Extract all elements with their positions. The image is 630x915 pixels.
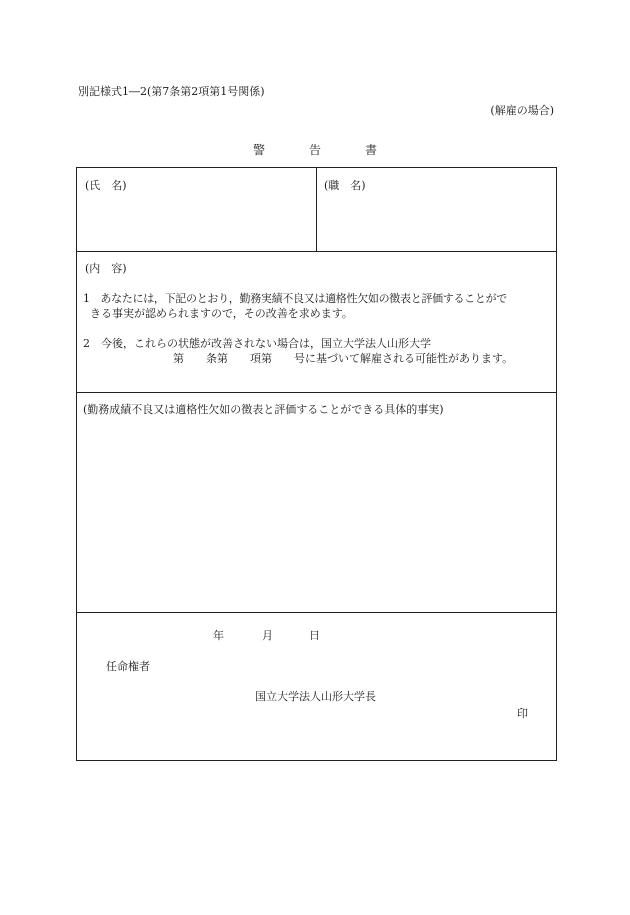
date-year: 年: [213, 629, 224, 642]
issuer-name: 国立大学法人山形大学長: [255, 690, 376, 703]
signature-row: [77, 613, 556, 760]
date-month: 月: [262, 629, 273, 642]
content-item1-line1: 1 あなたには，下記のとおり，勤務実績不良又は適格性欠如の徴表と評価することがで: [83, 292, 507, 305]
content-row: [77, 252, 556, 393]
facts-label: (勤務成績不良又は適格性欠如の徴表と評価することができる具体的事実): [83, 403, 444, 416]
form-frame: [76, 167, 557, 761]
position-field-label: (職 名): [324, 179, 366, 192]
document-title: 警告書: [252, 143, 421, 157]
form-reference: 別記様式1―2(第7条第2項第1号関係): [78, 85, 265, 98]
content-item2-line2: 第 条第 項第 号に基づいて解雇される可能性があります。: [173, 352, 514, 365]
date-day: 日: [309, 629, 320, 642]
content-item2-line1: 2 今後，これらの状態が改善されない場合は，国立大学法人山形大学: [83, 337, 431, 350]
facts-row: [77, 393, 556, 613]
identity-divider: [316, 168, 317, 252]
seal-mark: 印: [517, 707, 528, 720]
authority-label: 任命権者: [106, 660, 150, 673]
name-field-label: (氏 名): [85, 179, 127, 192]
content-label: (内 容): [85, 262, 127, 275]
content-item1-line2: きる事実が認められますので，その改善を求めます。: [90, 307, 353, 320]
identity-row: [77, 168, 556, 252]
case-note: (解雇の場合): [490, 104, 554, 117]
